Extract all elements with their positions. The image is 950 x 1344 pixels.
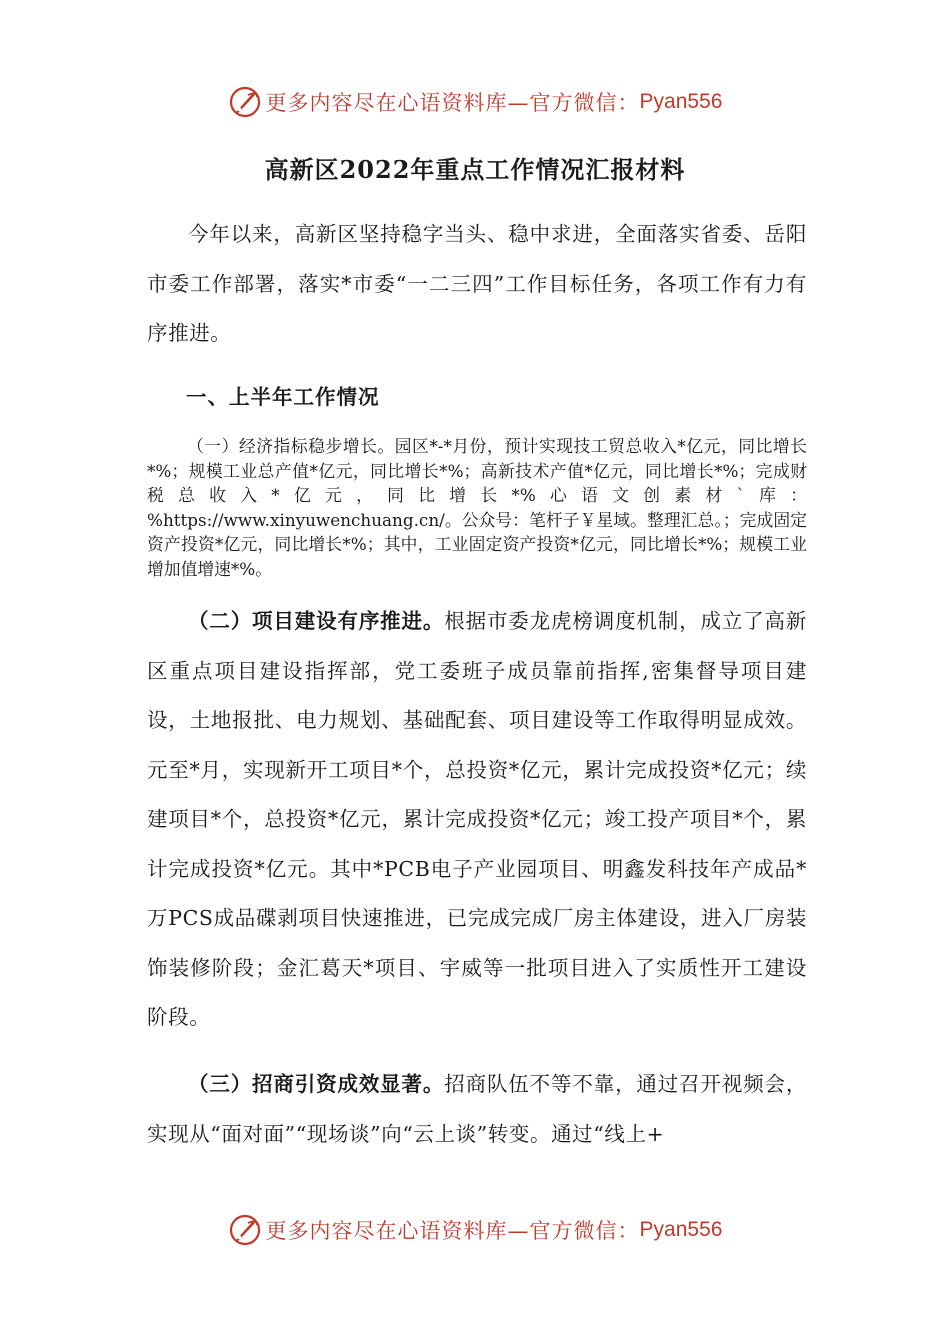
watermark-handle: Pyan556 <box>639 1218 723 1241</box>
intro-paragraph: 今年以来，高新区坚持稳字当头、稳中求进，全面落实省委、岳阳市委工作部署，落实*市委“一二三四”工作目标任务，各项工作有力有序推进。 <box>147 222 807 345</box>
quill-logo-icon <box>228 85 262 119</box>
project-construction-paragraph <box>147 597 807 1043</box>
investment-paragraph <box>147 1060 807 1159</box>
project-construction-body: 根据市委龙虎榜调度机制，成立了高新区重点项目建设指挥部，党工委班子成员靠前指挥,密集督导项目建设，土地报批、电力规划、基础配套、项目建设等工作取得明显成效。元至*月，实现新开工项目*个，总投资*亿元，累计完成投资*亿元；续建项目*个，总投资*亿元，累计完成投资*亿元；竣工投产项目*个，累计完成投资*亿元。其中*PCB电子产业园项目、明鑫发科技年产成品*万PCS成品碟剥项目快速推进，已完成完成厂房主体建设，进入厂房装饰装修阶段；金汇葛天*项目、宇威等一批项目进入了实质性开工建设阶段。 <box>147 609 808 1029</box>
watermark-banner-top <box>0 82 950 122</box>
watermark-text: 更多内容尽在心语资料库—官方微信： <box>265 91 640 115</box>
investment-body: 招商队伍不等不靠，通过召开视频会，实现从“面对面”“现场谈”向“云上谈”转变。通过“线上+ <box>147 1072 808 1146</box>
watermark-banner-bottom <box>0 1210 950 1250</box>
project-construction-lead: （二）项目建设有序推进。 <box>188 609 445 633</box>
investment-lead: （三）招商引资成效显著。 <box>188 1072 445 1096</box>
watermark-handle: Pyan556 <box>639 90 723 113</box>
document-title: 高新区2022年重点工作情况汇报材料 <box>264 155 686 184</box>
watermark-text: 更多内容尽在心语资料库—官方微信： <box>265 1219 640 1243</box>
quill-logo-icon <box>228 1213 262 1247</box>
economic-indicators-paragraph: （一）经济指标稳步增长。园区*-*月份，预计实现技工贸总收入*亿元，同比增长*%；规模工业总产值*亿元，同比增长*%；高新技术产值*亿元，同比增长*%；完成财税总收入*亿元，同比增长*%心语文创素材`库：%https://www.xinyuwenchuang.cn/。公众号：笔杆子￥星域。整理汇总。；完成固定资产投资*亿元，同比增长*%；其中，工业固定资产投资*亿元，同比增长*%；规模工业增加值增速*%。 <box>147 436 807 579</box>
section-heading: 一、上半年工作情况 <box>186 385 380 409</box>
